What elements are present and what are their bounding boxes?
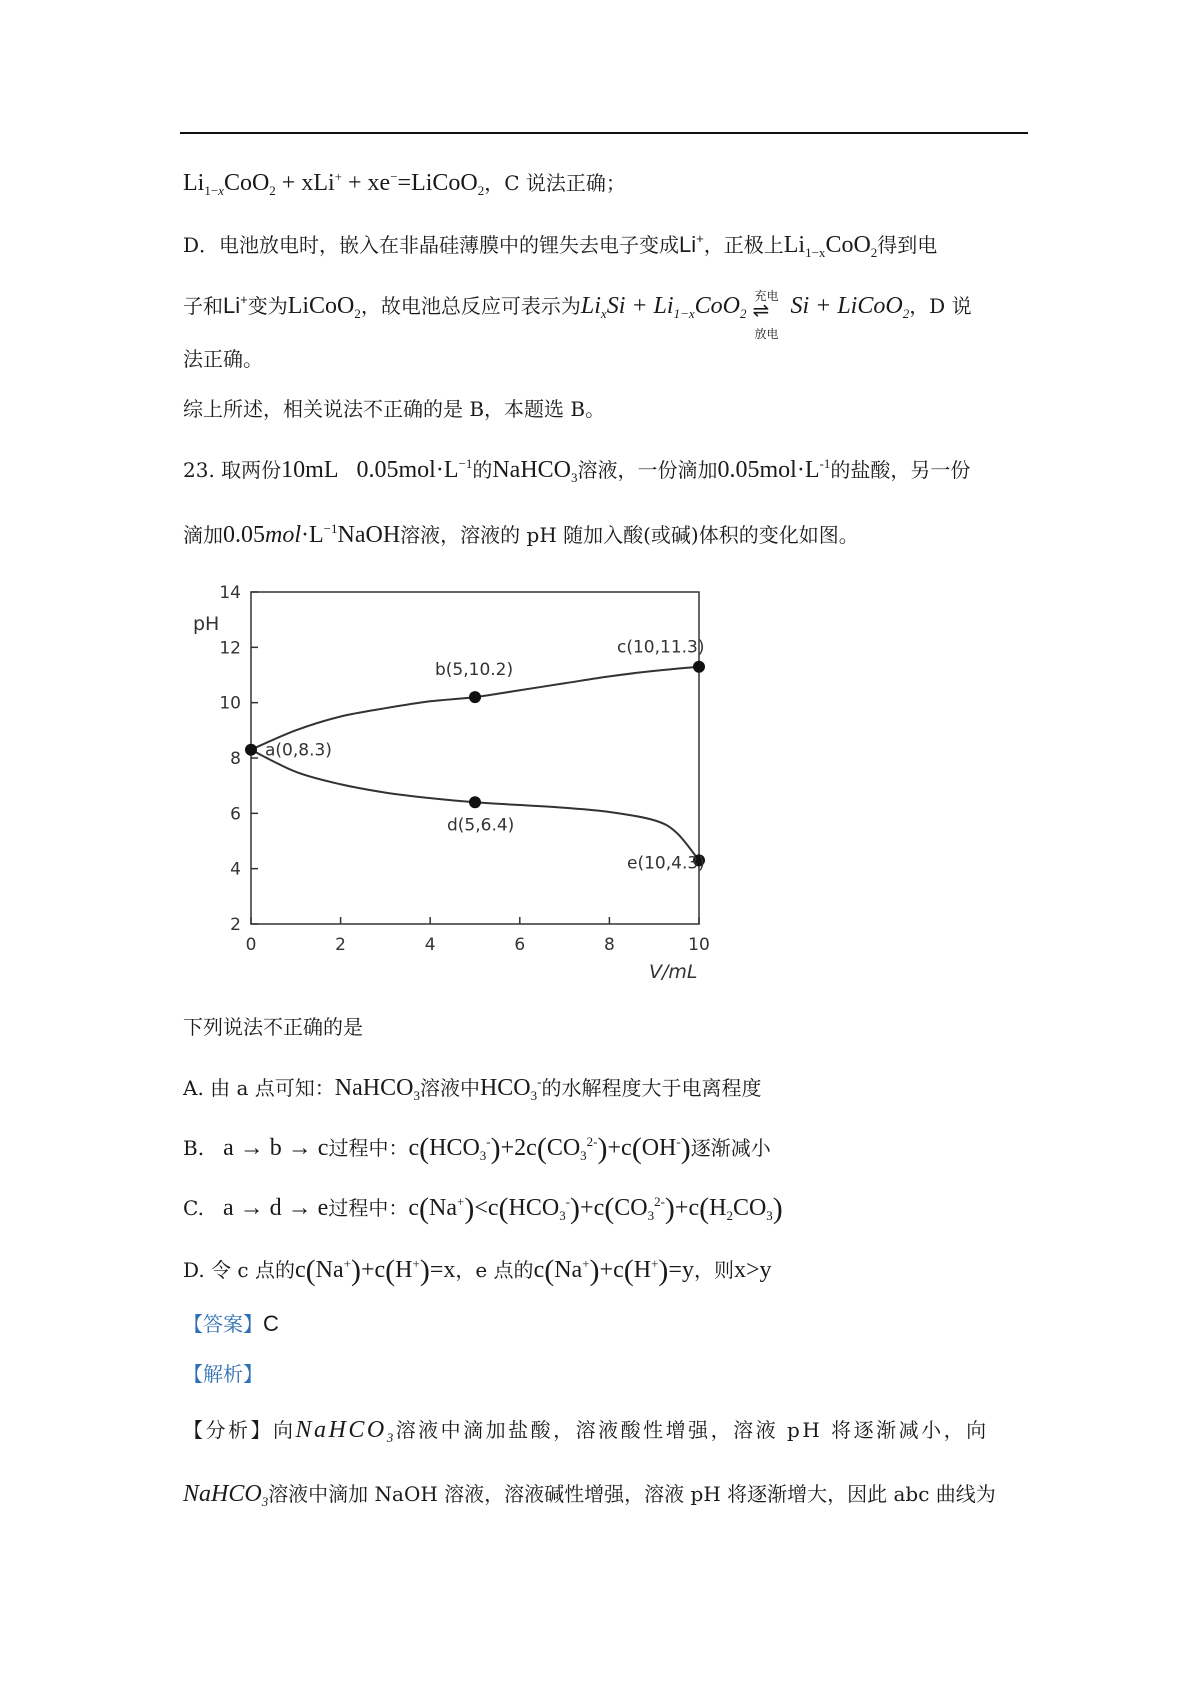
x-tick-label-2: 4 xyxy=(424,935,436,955)
analysis1-label: 【分析】 xyxy=(183,1418,273,1442)
opt-b-label: B. xyxy=(183,1136,205,1160)
li-ion-2: Li+ xyxy=(223,292,248,318)
data-point-3 xyxy=(469,796,481,808)
y-axis-label: pH xyxy=(193,613,220,635)
q23-2b: 溶液，溶液的 pH 随加入酸(或碱)体积的变化如图。 xyxy=(400,523,859,547)
x-tick-label-3: 6 xyxy=(514,935,526,955)
text-line-d-intro xyxy=(183,225,937,267)
nahco3-formula: NaHCO$_3$ xyxy=(492,457,578,485)
opt-a-nahco3: NaHCO$_3$ xyxy=(334,1075,420,1103)
opt-c-path: a → d → e xyxy=(223,1195,329,1221)
y-tick-label-3: 8 xyxy=(230,749,241,769)
c-tail-text: ，C 说法正确； xyxy=(484,171,626,195)
option-b xyxy=(183,1128,771,1170)
y-tick-label-4: 10 xyxy=(219,693,241,714)
option-c xyxy=(183,1188,783,1230)
equation-c: $Li_{1-x}CoO_2 + xLi^+$ + xe−=LiCoO$_2$ xyxy=(183,169,485,198)
analysis2-nahco3: NaHCO$_3$ xyxy=(183,1481,269,1509)
li-ion-1: Li+ xyxy=(679,231,704,257)
opt-d-relation: x>y xyxy=(733,1257,772,1283)
answer-line xyxy=(183,1310,279,1338)
header-rule xyxy=(180,132,1028,134)
opt-b-expression: $c(HCO_3^-)+2c(CO_3^{2-})+c(OH^-)$ xyxy=(408,1132,691,1165)
licoo2-formula: LiCoO$_2$ xyxy=(287,293,361,321)
data-point-1 xyxy=(469,691,481,703)
data-point-label-2: c(10,11.3) xyxy=(617,637,705,658)
overall-reaction-left: $Li_xSi + Li_{1-x}CoO_2$ xyxy=(580,293,747,321)
q23-line-2 xyxy=(183,515,859,549)
analysis1-b: 溶液中滴加盐酸，溶液酸性增强，溶液 pH 将逐渐减小，向 xyxy=(395,1418,989,1442)
x-tick-label-4: 8 xyxy=(603,935,615,955)
opt-a-hco3: $HCO_3^-$ xyxy=(479,1074,542,1103)
y-tick-label-2: 6 xyxy=(230,804,241,825)
naoh-conc: $0.05mol\cdot L^{-1}NaOH$ xyxy=(223,521,401,548)
q23-c-text: 溶液，一份滴加 xyxy=(577,458,718,482)
opt-a-tail: 的水解程度大于电离程度 xyxy=(541,1076,762,1100)
text-line-d-correct: 法正确。 xyxy=(183,347,263,371)
analysis-header xyxy=(183,1360,263,1388)
analysis2-text: 溶液中滴加 NaOH 溶液，溶液碱性增强，溶液 pH 将逐渐增大，因此 abc 曲线为 xyxy=(268,1482,996,1506)
analysis-label: 【解析】 xyxy=(183,1362,263,1386)
answer-label: 【答案】 xyxy=(183,1312,263,1336)
y-tick-label-1: 4 xyxy=(230,859,241,880)
data-point-label-4: e(10,4.3) xyxy=(627,853,705,874)
opt-b-path: a → b → c xyxy=(223,1135,329,1161)
li1xcoo2-formula: $Li_{1-x}CoO_2$ xyxy=(783,232,878,260)
data-point-label-3: d(5,6.4) xyxy=(447,815,515,836)
analysis-line-2 xyxy=(183,1480,996,1516)
analysis1-nahco3: NaHCO$_3$ xyxy=(295,1417,396,1445)
x-tick-label-5: 10 xyxy=(688,935,710,955)
opt-d-y: c(Na+)+c(H+)=y xyxy=(533,1254,694,1287)
opt-c-mid: 过程中： xyxy=(328,1196,409,1220)
reversible-arrow-icon: 充电 ⇌ 放电 xyxy=(752,288,779,341)
d-get-text: 得到电 xyxy=(877,233,938,257)
opt-a-label: A. 由 a 点可知： xyxy=(183,1076,335,1100)
overall-reaction-right: Si + LiCoO$_2$ xyxy=(790,293,910,321)
y-tick-label-6: 14 xyxy=(219,583,241,603)
opt-d-x: c(Na+)+c(H+)=x xyxy=(294,1254,456,1287)
opt-c-label: C. xyxy=(183,1196,204,1220)
volume-value: 10mL $0.05mol\cdot L^{-1}$ xyxy=(281,456,473,483)
opt-d-mid: ，e 点的 xyxy=(455,1258,534,1282)
ph-titration-chart xyxy=(185,582,725,992)
x-tick-label-0: 0 xyxy=(245,935,257,955)
hcl-conc: $0.05mol\cdot L^{-1}$ xyxy=(717,456,831,483)
analysis1-a: 向 xyxy=(273,1418,296,1442)
opt-a-mid: 溶液中 xyxy=(419,1076,480,1100)
summary-line: 综上所述，相关说法不正确的是 B，本题选 B。 xyxy=(183,397,606,421)
data-point-label-0: a(0,8.3) xyxy=(265,740,332,761)
q23-d-text: 的盐酸，另一份 xyxy=(830,458,971,482)
q23-2a: 滴加 xyxy=(183,523,223,547)
option-a xyxy=(183,1068,761,1110)
question-stem: 下列说法不正确的是 xyxy=(183,1015,363,1039)
q23-de: 的 xyxy=(472,458,493,482)
y-tick-label-5: 12 xyxy=(219,638,241,659)
x-tick-label-1: 2 xyxy=(335,935,347,955)
text-line-d-reaction xyxy=(183,286,972,341)
opt-d-then: ，则 xyxy=(693,1258,734,1282)
d2c-text: ，故电池总反应可表示为 xyxy=(360,294,581,318)
d-intro-text: D．电池放电时，嵌入在非晶硅薄膜中的锂失去电子变成 xyxy=(183,233,680,257)
answer-value: C xyxy=(263,1311,279,1336)
data-point-label-1: b(5,10.2) xyxy=(435,660,514,681)
d2a-text: 子和 xyxy=(183,294,223,318)
d2-end-text: ，D 说 xyxy=(909,294,972,318)
y-tick-label-0: 2 xyxy=(230,915,241,935)
opt-b-tail: 逐渐减小 xyxy=(690,1136,771,1160)
opt-d-label: D. 令 c 点的 xyxy=(183,1258,295,1282)
d2b-text: 变为 xyxy=(247,294,288,318)
opt-b-mid: 过程中： xyxy=(328,1136,409,1160)
q23-number: 23. 取两份 xyxy=(183,458,282,482)
d-intro2-text: ，正极上 xyxy=(703,233,784,257)
data-point-0 xyxy=(245,744,257,756)
x-axis-label: V/mL xyxy=(649,961,698,983)
opt-c-expression: $c(Na^+)<c(HCO_3^-)+c(CO_3^{2-})+c(H_2CO_3)$ xyxy=(408,1192,783,1225)
analysis-line-1 xyxy=(183,1416,989,1452)
text-line-c-conclusion xyxy=(183,163,626,205)
option-d xyxy=(183,1250,772,1285)
q23-line-1 xyxy=(183,450,970,492)
data-point-2 xyxy=(693,661,705,673)
